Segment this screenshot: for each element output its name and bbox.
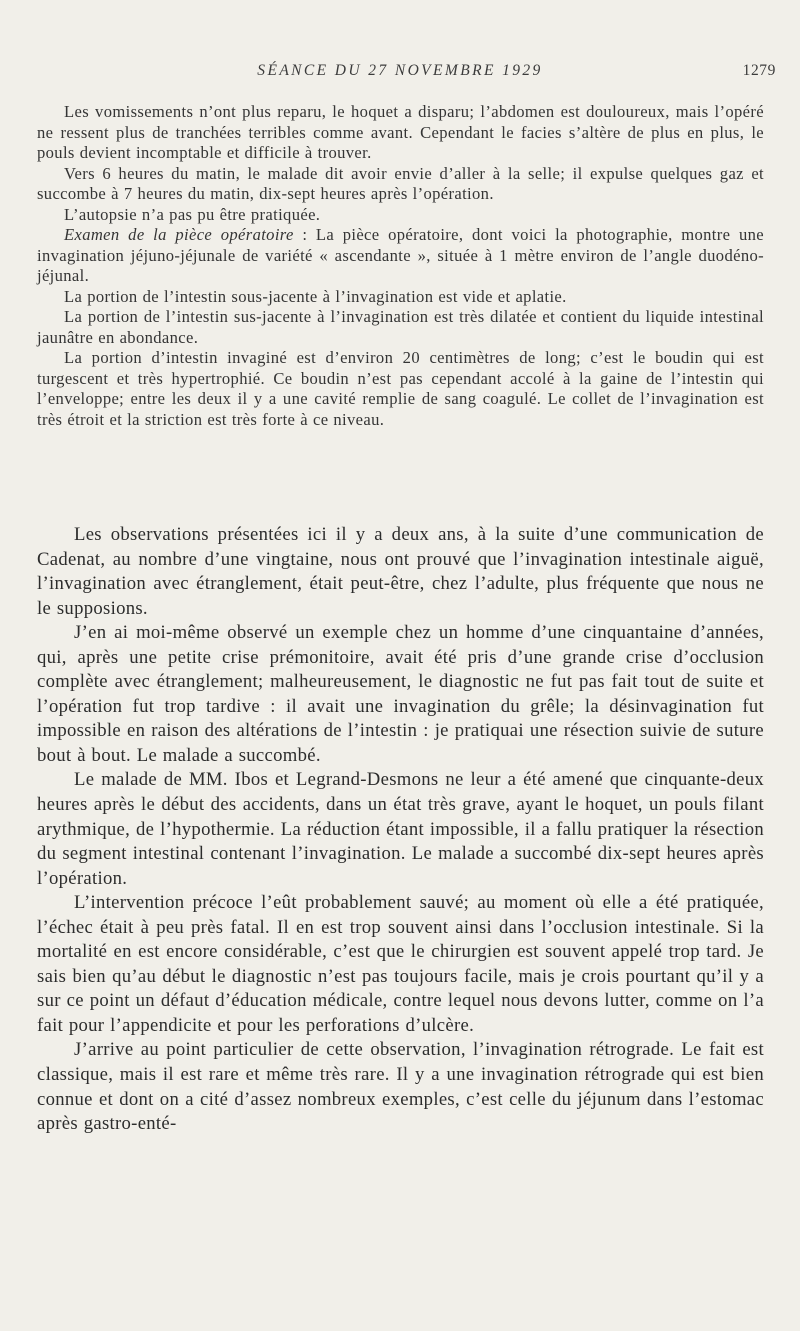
commentary-paragraph-5: J’arrive au point particulier de cette observation, l’invagination rétrograde. Le fait est classique, mais il est rare et même très rare. Il y a une invagination rétrograde qui est bien connue et dont on a cité d’assez nombreux exemples, c’est celle du jéjunum dans l’estomac après gastro-enté- <box>37 1039 764 1135</box>
page-number: 1279 <box>742 62 776 79</box>
report-paragraph-2: Vers 6 heures du matin, le malade dit avoir envie d’aller à la selle; il expulse quelques gaz et succombe à 7 heures du matin, dix-sept heures après l’opération. <box>37 163 764 203</box>
specimen-heading: Examen de la pièce opératoire <box>64 225 294 244</box>
case-report-section <box>37 102 764 430</box>
report-paragraph-5: La portion de l’intestin sous-jacente à l’invagination est vide et aplatie. <box>64 286 567 306</box>
report-paragraph-6: La portion de l’intestin sus-jacente à l’invagination est très dilatée et contient du liquide intestinal jaunâtre en abondance. <box>37 307 764 347</box>
commentary-paragraph-2: J’en ai moi-même observé un exemple chez un homme d’une cinquantaine d’années, qui, après une petite crise prémonitoire, avait été pris d’une grande crise d’occlusion complète avec étranglement; malheureusement, le diagnostic ne fut pas fait tout de suite et l’opération fut trop tardive : il avait une invagination du grêle; la désinvagination fut impossible en raison des altérations de l’intestin : je pratiquai une résection suivie de suture bout à bout. Le malade a succombé. <box>37 622 764 766</box>
report-paragraph-3: L’autopsie n’a pas pu être pratiquée. <box>64 204 321 224</box>
commentary-paragraph-3: Le malade de MM. Ibos et Legrand-Desmons ne leur a été amené que cinquante-deux heures après le début des accidents, dans un état très grave, ayant le hoquet, un pouls filant arythmique, de l’hypothermie. La réduction étant impossible, il a fallu pratiquer la résection du segment intestinal contenant l’invagination. Le malade a succombé dix-sept heures après l’opération. <box>37 769 764 889</box>
report-paragraph-1: Les vomissements n’ont plus reparu, le hoquet a disparu; l’abdomen est douloureux, mais l’opéré ne ressent plus de tranchées terribles comme avant. Cependant le facies s’altère de plus en plus, le pouls devient incomptable et difficile à trouver. <box>37 102 764 162</box>
specimen-paragraph <box>37 225 764 287</box>
running-title: SÉANCE DU 27 NOVEMBRE 1929 <box>257 62 543 79</box>
commentary-paragraph-4: L’intervention précoce l’eût probablement sauvé; au moment où elle a été pratiquée, l’échec était à peu près fatal. Il en est trop souvent ainsi dans l’occlusion intestinale. Si la mortalité en est encore considérable, c’est que le chirurgien est souvent appelé trop tard. Je sais bien qu’au début le diagnostic n’est pas toujours facile, mais je crois pourtant qu’il y a sur ce point un défaut d’éducation médicale, contre lequel nous devons lutter, comme on l’a fait pour l’appendicite et pour les perforations d’ulcère. <box>37 892 764 1036</box>
commentary-paragraph-1: Les observations présentées ici il y a deux ans, à la suite d’une communication de Cadenat, au nombre d’une vingtaine, nous ont prouvé que l’invagination intestinale aiguë, l’invagination avec étranglement, était peut-être, chez l’adulte, plus fréquente que nous ne le supposions. <box>37 524 764 619</box>
commentary-section <box>37 523 764 1137</box>
report-paragraph-7: La portion d’intestin invaginé est d’environ 20 centimètres de long; c’est le boudin qui est turgescent et très hypertrophié. Ce boudin n’est pas cependant accolé à la gaine de l’intestin qui l’enveloppe; entre les deux il y a une cavité remplie de sang coagulé. Le collet de l’invagination est très étroit et la striction est très forte à ce niveau. <box>37 348 764 429</box>
running-head <box>0 62 800 82</box>
specimen-text: : La pièce opératoire, dont voici la photographie, montre une invagination jéjuno-jéjunale de variété « ascendante », située à 1 mètre environ de l’angle duodéno-jéjunal. <box>37 225 764 285</box>
